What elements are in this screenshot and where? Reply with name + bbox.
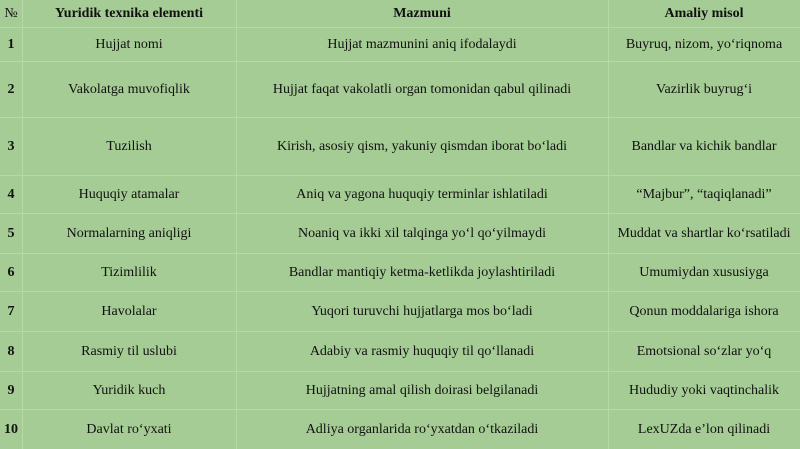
row-meaning: Noaniq va ikki xil talqinga yoʻl qoʻyilmaydi	[297, 225, 547, 241]
row-example: Hududiy yoki vaqtinchalik	[628, 382, 780, 398]
table-row	[0, 28, 800, 62]
row-meaning: Hujjat mazmunini aniq ifodalaydi	[327, 36, 517, 52]
row-element: Tuzilish	[106, 138, 152, 154]
row-element: Normalarning aniqligi	[66, 225, 192, 241]
row-element: Yuridik kuch	[92, 382, 166, 398]
row-example: Muddat va shartlar koʻrsatiladi	[617, 225, 791, 241]
row-meaning: Kirish, asosiy qism, yakuniy qismdan iborat boʻladi	[276, 138, 568, 154]
row-element: Vakolatga muvofiqlik	[68, 81, 190, 97]
row-num: 6	[7, 264, 15, 280]
table-row	[0, 214, 800, 254]
row-num: 3	[7, 138, 15, 154]
table-row	[0, 254, 800, 292]
row-example: Bandlar va kichik bandlar	[631, 138, 777, 154]
table-row	[0, 332, 800, 372]
row-num: 5	[7, 225, 15, 241]
header-num: №	[4, 5, 18, 21]
row-element: Rasmiy til uslubi	[81, 343, 177, 359]
row-example: Qonun moddalariga ishora	[629, 303, 779, 319]
row-meaning: Adabiy va rasmiy huquqiy til qoʻllanadi	[309, 343, 535, 359]
table-row	[0, 176, 800, 214]
header-meaning: Mazmuni	[393, 5, 451, 21]
row-num: 7	[7, 303, 15, 319]
row-element: Havolalar	[101, 303, 157, 319]
row-num: 9	[7, 382, 15, 398]
row-meaning: Aniq va yagona huquqiy terminlar ishlatiladi	[296, 186, 548, 202]
table-header-row	[0, 0, 800, 28]
row-meaning: Bandlar mantiqiy ketma-ketlikda joylashtiriladi	[288, 264, 556, 280]
row-meaning: Yuqori turuvchi hujjatlarga mos boʻladi	[311, 303, 533, 319]
header-example: Amaliy misol	[664, 5, 744, 21]
row-meaning: Hujjat faqat vakolatli organ tomonidan qabul qilinadi	[272, 81, 572, 97]
row-element: Hujjat nomi	[95, 36, 163, 52]
row-num: 2	[7, 81, 15, 97]
row-meaning: Adliya organlarida roʻyxatdan oʻtkaziladi	[305, 421, 539, 437]
table-row	[0, 118, 800, 176]
table-row	[0, 372, 800, 410]
table-row	[0, 410, 800, 449]
row-element: Davlat roʻyxati	[86, 421, 172, 437]
table-row	[0, 62, 800, 118]
row-num: 8	[7, 343, 15, 359]
table-row	[0, 292, 800, 332]
row-example: Umumiydan xususiyga	[639, 264, 769, 280]
row-num: 10	[4, 421, 18, 437]
header-element: Yuridik texnika elementi	[54, 5, 204, 21]
row-example: “Majbur”, “taqiqlanadi”	[636, 186, 772, 202]
row-example: Buyruq, nizom, yoʻriqnoma	[625, 36, 783, 52]
row-example: LexUZda eʼlon qilinadi	[637, 421, 771, 437]
row-element: Tizimlilik	[101, 264, 157, 280]
row-num: 4	[7, 186, 15, 202]
row-num: 1	[7, 36, 15, 52]
row-example: Emotsional soʻzlar yoʻq	[636, 343, 772, 359]
row-example: Vazirlik buyrugʻi	[655, 81, 753, 97]
row-meaning: Hujjatning amal qilish doirasi belgilanadi	[305, 382, 539, 398]
row-element: Huquqiy atamalar	[78, 186, 180, 202]
